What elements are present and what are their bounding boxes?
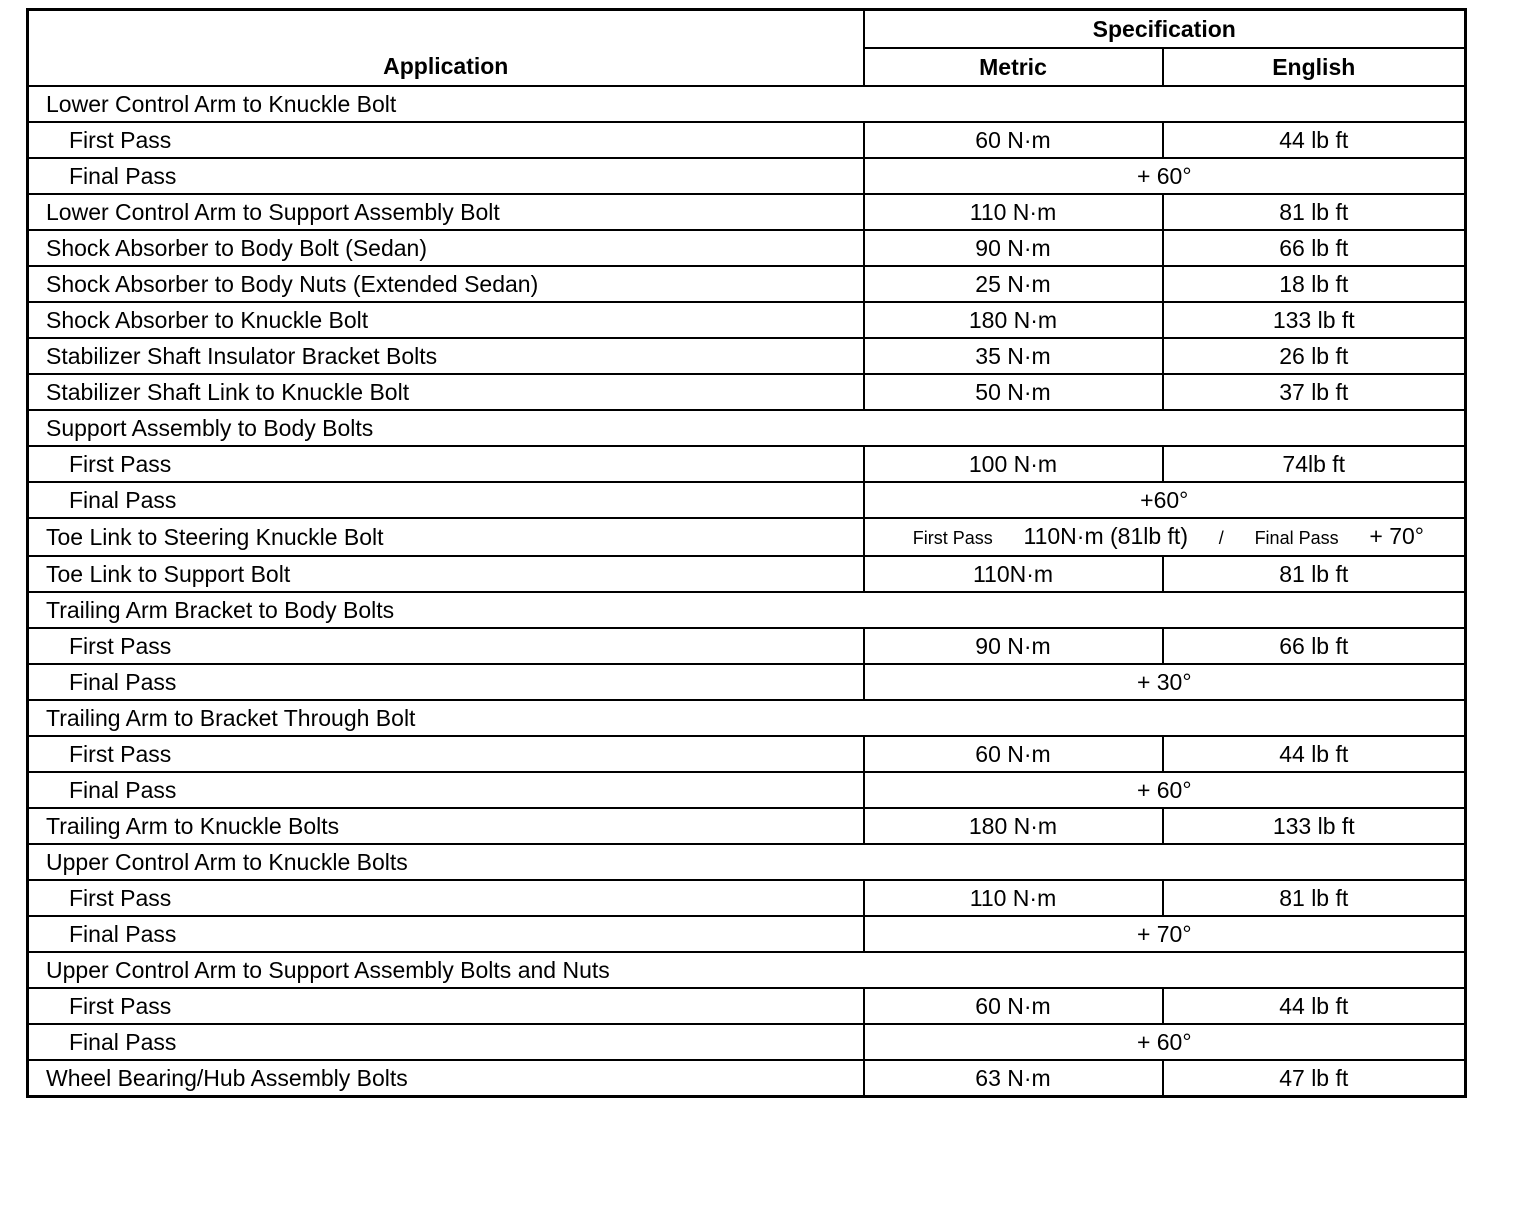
english-value: 81 lb ft [1163,556,1466,592]
application-group-label: Support Assembly to Body Bolts [28,410,1466,446]
application-label: Shock Absorber to Knuckle Bolt [28,302,864,338]
application-label: Toe Link to Steering Knuckle Bolt [28,518,864,556]
table-row [28,446,1466,482]
table-row [28,628,1466,664]
application-label: Final Pass [28,1024,864,1060]
application-label: First Pass [28,122,864,158]
english-value: 133 lb ft [1163,808,1466,844]
application-label: First Pass [28,628,864,664]
application-label: Toe Link to Support Bolt [28,556,864,592]
application-label: Shock Absorber to Body Bolt (Sedan) [28,230,864,266]
metric-value: 100 N·m [864,446,1163,482]
angle-value: + 70° [864,916,1466,952]
final-pass-value: + 70° [1369,522,1424,549]
table-row [28,374,1466,410]
header-row-top [28,10,1466,48]
table-row [28,736,1466,772]
metric-value: 180 N·m [864,808,1163,844]
application-group-label: Upper Control Arm to Knuckle Bolts [28,844,1466,880]
specification-header: Specification [864,10,1466,48]
table-row [28,230,1466,266]
application-group-label: Upper Control Arm to Support Assembly Bolts and Nuts [28,952,1466,988]
application-label: First Pass [28,880,864,916]
toe-link-combined-spec [864,518,1466,556]
metric-value: 63 N·m [864,1060,1163,1097]
metric-value: 60 N·m [864,736,1163,772]
table-row [28,556,1466,592]
metric-value: 110 N·m [864,880,1163,916]
english-value: 47 lb ft [1163,1060,1466,1097]
table-row [28,482,1466,518]
metric-value: 60 N·m [864,122,1163,158]
first-pass-value: 110N·m (81lb ft) [1023,522,1188,549]
angle-value: + 30° [864,664,1466,700]
final-pass-label: Final Pass [1254,527,1339,548]
angle-value: + 60° [864,158,1466,194]
table-row [28,592,1466,628]
metric-value: 60 N·m [864,988,1163,1024]
table-row [28,988,1466,1024]
metric-value: 50 N·m [864,374,1163,410]
table-row [28,664,1466,700]
table-row [28,86,1466,122]
metric-value: 35 N·m [864,338,1163,374]
application-label: First Pass [28,446,864,482]
application-label: Final Pass [28,772,864,808]
table-row [28,410,1466,446]
english-header: English [1163,48,1466,86]
english-value: 133 lb ft [1163,302,1466,338]
table-row [28,1024,1466,1060]
table-row [28,808,1466,844]
english-value: 18 lb ft [1163,266,1466,302]
application-label: Final Pass [28,482,864,518]
application-label: Stabilizer Shaft Link to Knuckle Bolt [28,374,864,410]
angle-value: + 60° [864,1024,1466,1060]
english-value: 81 lb ft [1163,194,1466,230]
english-value: 74lb ft [1163,446,1466,482]
english-value: 37 lb ft [1163,374,1466,410]
application-label: Lower Control Arm to Support Assembly Bolt [28,194,864,230]
angle-value: +60° [864,482,1466,518]
table-row [28,302,1466,338]
application-label: Stabilizer Shaft Insulator Bracket Bolts [28,338,864,374]
english-value: 26 lb ft [1163,338,1466,374]
table-row [28,1060,1466,1097]
table-row [28,844,1466,880]
table-row [28,772,1466,808]
application-label: Final Pass [28,158,864,194]
application-label: Shock Absorber to Body Nuts (Extended Sedan) [28,266,864,302]
english-value: 44 lb ft [1163,736,1466,772]
first-pass-label: First Pass [912,527,993,548]
application-label: First Pass [28,736,864,772]
metric-value: 25 N·m [864,266,1163,302]
table-row [28,952,1466,988]
table-row [28,266,1466,302]
application-group-label: Trailing Arm Bracket to Body Bolts [28,592,1466,628]
metric-header: Metric [864,48,1163,86]
table-row [28,194,1466,230]
application-label: Trailing Arm to Knuckle Bolts [28,808,864,844]
spec-separator: / [1218,527,1224,548]
application-label: Wheel Bearing/Hub Assembly Bolts [28,1060,864,1097]
metric-value: 180 N·m [864,302,1163,338]
table-row [28,518,1466,556]
english-value: 66 lb ft [1163,230,1466,266]
table-row [28,122,1466,158]
metric-value: 90 N·m [864,230,1163,266]
application-label: Final Pass [28,916,864,952]
english-value: 81 lb ft [1163,880,1466,916]
fastener-torque-table [26,8,1467,1098]
english-value: 44 lb ft [1163,122,1466,158]
application-header: Application [28,10,864,86]
table-row [28,880,1466,916]
metric-value: 110 N·m [864,194,1163,230]
angle-value: + 60° [864,772,1466,808]
english-value: 66 lb ft [1163,628,1466,664]
metric-value: 110N·m [864,556,1163,592]
english-value: 44 lb ft [1163,988,1466,1024]
application-group-label: Lower Control Arm to Knuckle Bolt [28,86,1466,122]
table-row [28,338,1466,374]
metric-value: 90 N·m [864,628,1163,664]
application-label: Final Pass [28,664,864,700]
table-row [28,158,1466,194]
table-row [28,700,1466,736]
table-row [28,916,1466,952]
application-group-label: Trailing Arm to Bracket Through Bolt [28,700,1466,736]
application-label: First Pass [28,988,864,1024]
